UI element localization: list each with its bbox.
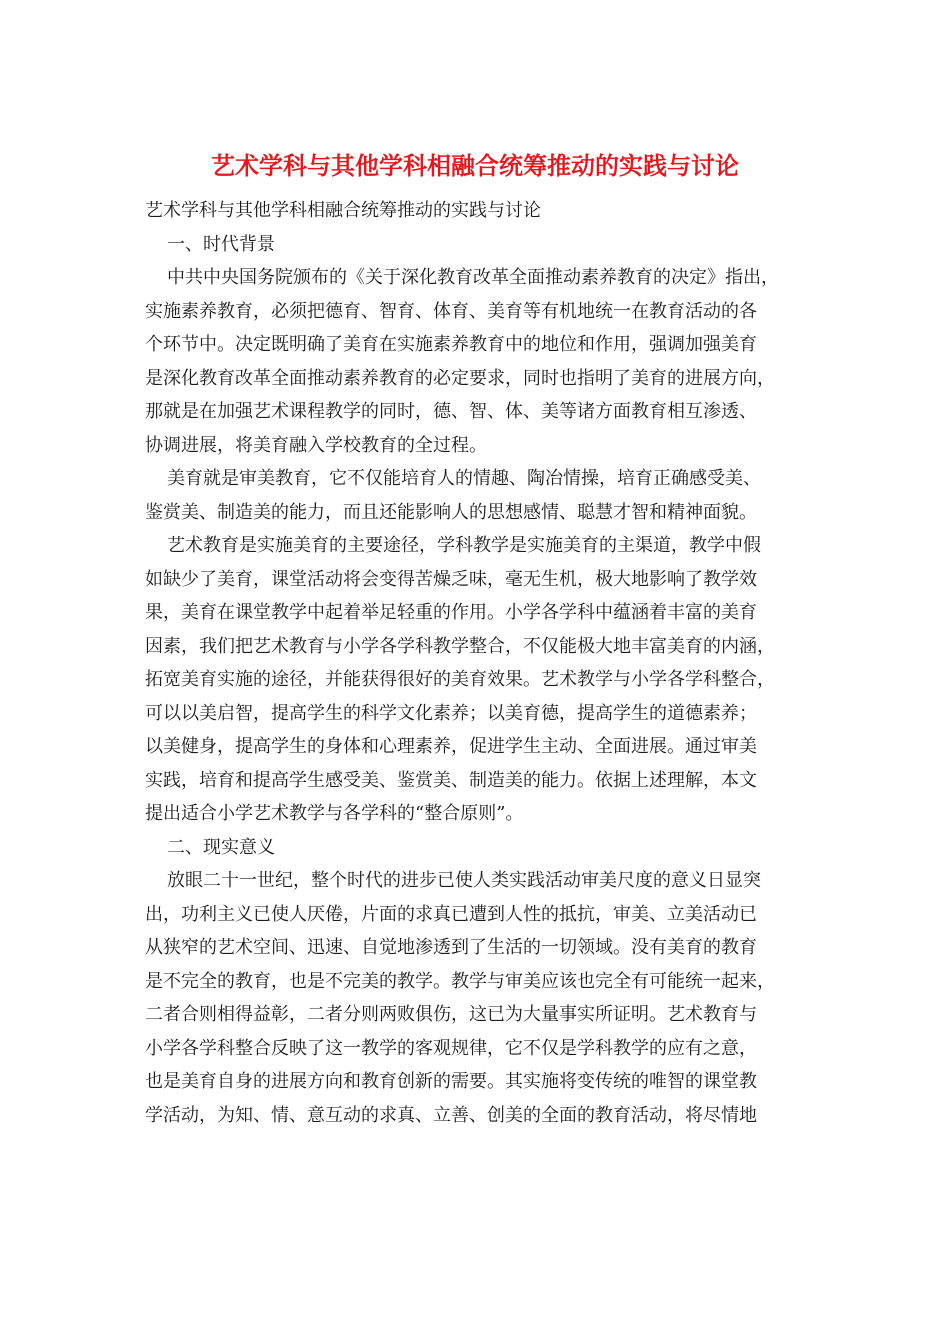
document-title: 艺术学科与其他学科相融合统筹推动的实践与讨论 <box>211 151 739 180</box>
text-line: 放眼二十一世纪，整个时代的进步已使人类实践活动审美尺度的意义日显突 <box>167 870 761 891</box>
text-line: 学活动，为知、情、意互动的求真、立善、创美的全面的教育活动，将尽情地 <box>145 1104 757 1126</box>
text-line: 因素，我们把艺术教育与小学各学科教学整合，不仅能极大地丰富美育的内涵， <box>145 635 775 657</box>
text-line: 果，美育在课堂教学中起着举足轻重的作用。小学各学科中蕴涵着丰富的美育 <box>145 602 757 623</box>
text-line: 个环节中。决定既明确了美育在实施素养教育中的地位和作用，强调加强美育 <box>145 334 757 355</box>
text-line: 是不完全的教育，也是不完美的教学。教学与审美应该也完全有可能统一起来， <box>145 970 775 992</box>
text-line: 从狭窄的艺术空间、迅速、自觉地渗透到了生活的一切领域。没有美育的教育 <box>145 937 757 958</box>
text-line: 中共中央国务院颁布的《关于深化教育改革全面推动素养教育的决定》指出， <box>167 267 779 288</box>
text-line: 拓宽美育实施的途径，并能获得很好的美育效果。艺术教学与小学各学科整合， <box>145 669 775 690</box>
text-line: 二者合则相得益彰，二者分则两败俱伤，这已为大量事实所证明。艺术教育与 <box>145 1004 757 1025</box>
text-line: 艺术教育是实施美育的主要途径，学科教学是实施美育的主渠道，教学中假 <box>167 535 761 556</box>
text-line: 一、时代背景 <box>167 233 275 255</box>
text-line: 提出适合小学艺术教学与各学科的“整合原则”。 <box>145 803 524 824</box>
text-line: 协调进展，将美育融入学校教育的全过程。 <box>145 434 487 456</box>
text-line: 那就是在加强艺术课程教学的同时，德、智、体、美等诸方面教育相互渗透、 <box>145 401 757 422</box>
text-line: 可以以美启智，提高学生的科学文化素养；以美育德，提高学生的道德素养； <box>145 702 757 724</box>
text-line: 以美健身，提高学生的身体和心理素养，促进学生主动、全面进展。通过审美 <box>145 736 757 757</box>
text-line: 出，功利主义已使人厌倦，片面的求真已遭到人性的抵抗，审美、立美活动已 <box>145 903 757 925</box>
text-line: 实践，培育和提高学生感受美、鉴赏美、制造美的能力。依据上述理解，本文 <box>145 769 757 791</box>
text-line: 是深化教育改革全面推动素养教育的必定要求，同时也指明了美育的进展方向， <box>145 367 775 389</box>
text-line: 二、现实意义 <box>167 836 275 858</box>
document-body <box>145 194 807 1132</box>
text-line: 艺术学科与其他学科相融合统筹推动的实践与讨论 <box>145 200 541 221</box>
text-line: 鉴赏美、制造美的能力，而且还能影响人的思想感情、聪慧才智和精神面貌。 <box>145 501 757 523</box>
text-line: 也是美育自身的进展方向和教育创新的需要。其实施将变传统的唯智的课堂教 <box>145 1071 757 1092</box>
text-line: 如缺少了美育，课堂活动将会变得苦燥乏味，毫无生机，极大地影响了教学效 <box>145 568 757 590</box>
text-line: 实施素养教育，必须把德育、智育、体育、美育等有机地统一在教育活动的各 <box>145 300 757 322</box>
text-line: 美育就是审美教育，它不仅能培育人的情趣、陶冶情操，培育正确感受美、 <box>167 468 761 489</box>
text-line: 小学各学科整合反映了这一教学的客观规律，它不仅是学科教学的应有之意， <box>145 1037 757 1059</box>
